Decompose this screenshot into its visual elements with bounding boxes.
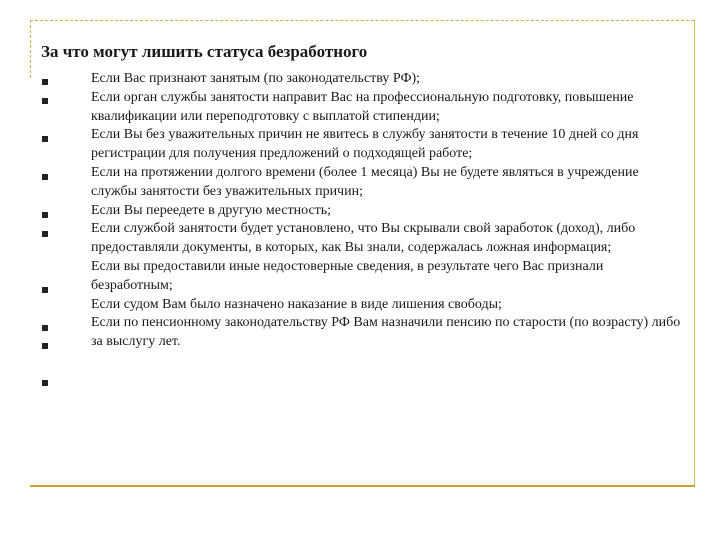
list-item: Если на протяжении долгого времени (более 1 месяца) Вы не будете являться в учреждение службы занятости без уважительных причин;: [91, 164, 639, 199]
bullet-marker: [42, 343, 48, 349]
list-item: Если по пенсионному законодательству РФ Вам назначили пенсию по старости (по возрасту) либо за выслугу лет.: [91, 315, 681, 350]
list-item: Если Вы переедете в другую местность;: [91, 202, 332, 218]
right-decorative-rule: [694, 20, 695, 485]
bullet-marker: [42, 174, 48, 180]
bullet-markers: [42, 0, 52, 400]
list-item: Если орган службы занятости направит Вас на профессиональную подготовку, повышение квалификации или переподготовку с выплатой стипендии;: [91, 89, 634, 124]
bullet-marker: [42, 79, 48, 85]
slide-title: За что могут лишить статуса безработного: [41, 42, 368, 61]
list-item: Если вы предоставили иные недостоверные сведения, в результате чего Вас признали безработным;: [91, 258, 604, 293]
bullet-marker: [42, 287, 48, 293]
bullet-list: [91, 70, 681, 352]
top-decorative-rule: [30, 20, 694, 21]
list-item: Если службой занятости будет установлено, что Вы скрывали свой заработок (доход), либо предоставляли документы, в которых, как Вы знали, содержалась ложная информация;: [91, 221, 636, 256]
bullet-marker: [42, 98, 48, 104]
left-decorative-rule: [30, 20, 31, 78]
bottom-decorative-rule: [30, 485, 695, 487]
bullet-marker: [42, 212, 48, 218]
bullet-marker: [42, 325, 48, 331]
list-item: Если судом Вам было назначено наказание в виде лишения свободы;: [91, 296, 502, 312]
list-item: Если Вы без уважительных причин не явитесь в службу занятости в течение 10 дней со дня регистрации для получения предложений о подходящей работе;: [91, 127, 639, 162]
bullet-marker: [42, 231, 48, 237]
bullet-marker: [42, 136, 48, 142]
list-item: Если Вас признают занятым (по законодательству РФ);: [91, 71, 421, 86]
bullet-marker: [42, 380, 48, 386]
